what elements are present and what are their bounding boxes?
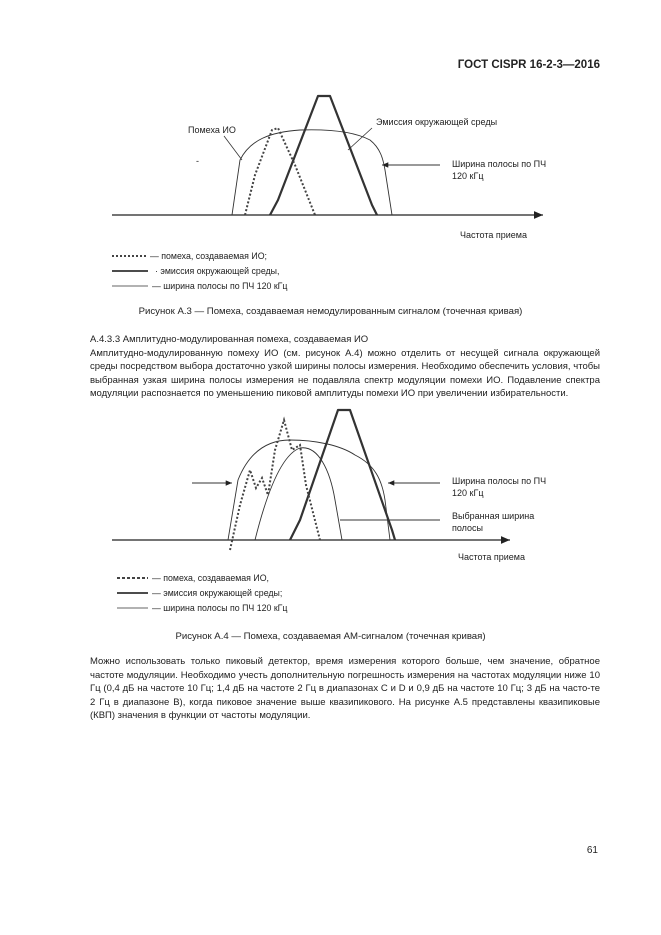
a4-legend-ambient: — эмиссия окружающей среды; bbox=[152, 588, 283, 598]
a3-label-ambient: Эмиссия окружающей среды bbox=[376, 117, 498, 127]
a4-interference-curve bbox=[230, 420, 320, 550]
a3-interference-pointer bbox=[224, 136, 242, 160]
section-heading: А.4.3.3 Амплитудно-модулированная помеха, создаваемая ИО bbox=[90, 334, 369, 345]
a3-legend-if-bandwidth: — ширина полосы по ПЧ 120 кГц bbox=[152, 281, 288, 291]
figure-a4-caption: Рисунок А.4 — Помеха, создаваемая АМ-сигналом (точечная кривая) bbox=[175, 631, 486, 642]
a3-label-frequency-axis: Частота приема bbox=[460, 230, 527, 240]
a3-label-if-bandwidth: Ширина полосы по ПЧ bbox=[452, 159, 547, 169]
a3-label-interference: Помеха ИО bbox=[188, 125, 236, 135]
a4-legend-if-bandwidth: — ширина полосы по ПЧ 120 кГц bbox=[152, 603, 288, 613]
a4-ambient-emission-curve bbox=[290, 410, 395, 540]
closing-text: Можно использовать только пиковый детектор, время измерения которого больше, чем значение, обратное частоте модуляции. Необходимо учесть дополнительную погрешность измерения на частотах модуляции ниже 10 Гц (0,4 дБ на частоте 10 Гц; 1,4 дБ на частоте 2 Гц в диапазонах С и D и 0,9 дБ на частоте 10 Гц; 3 дБ на часто-те 2 Гц в диапазоне В), когда пиковое значение выше квазипикового. На рисунке А.5 представлены квазипиковые (КВП) значения в функции от частоты модуляции. bbox=[90, 656, 600, 721]
a3-interference-curve bbox=[245, 128, 315, 215]
closing-paragraph bbox=[90, 655, 600, 723]
a3-label-dash: - bbox=[196, 156, 199, 166]
figure-a3-caption: Рисунок А.3 — Помеха, создаваемая немодулированным сигналом (точечная кривая) bbox=[138, 306, 523, 317]
a4-label-if-bandwidth-value: 120 кГц bbox=[452, 488, 484, 498]
a3-legend-ambient: · эмиссия окружающей среды, bbox=[155, 266, 280, 276]
a3-legend-interference: — помеха, создаваемая ИО; bbox=[150, 251, 267, 261]
a3-ambient-emission-curve bbox=[270, 96, 377, 215]
section-a433 bbox=[90, 333, 600, 401]
a4-label-frequency-axis: Частота приема bbox=[458, 552, 525, 562]
a4-legend-interference: — помеха, создаваемая ИО, bbox=[152, 573, 269, 583]
a4-label-selected-bw-2: полосы bbox=[452, 523, 484, 533]
section-text: Амплитудно-модулированную помеху ИО (см. рисунок А.4) можно отделить от несущей сигнала окружающей среды посредством выбора достаточно узкой ширины полосы измерения. Необходимо обеспечить условия, чтобы выбранная узкая ширина полосы измерения не подавляла спектр модуляции помехи ИО. Подавление спектра модуляции распознается по уменьшению пиковой амплитуды помехи ИО при увеличении избирательности. bbox=[90, 347, 600, 399]
page-number: 61 bbox=[586, 845, 598, 856]
a4-label-selected-bw-1: Выбранная ширина bbox=[452, 511, 535, 521]
a3-label-if-bandwidth-value: 120 кГц bbox=[452, 171, 484, 181]
document-header: ГОСТ CISPR 16-2-3—2016 bbox=[457, 59, 600, 71]
a4-label-if-bandwidth: Ширина полосы по ПЧ bbox=[452, 476, 547, 486]
